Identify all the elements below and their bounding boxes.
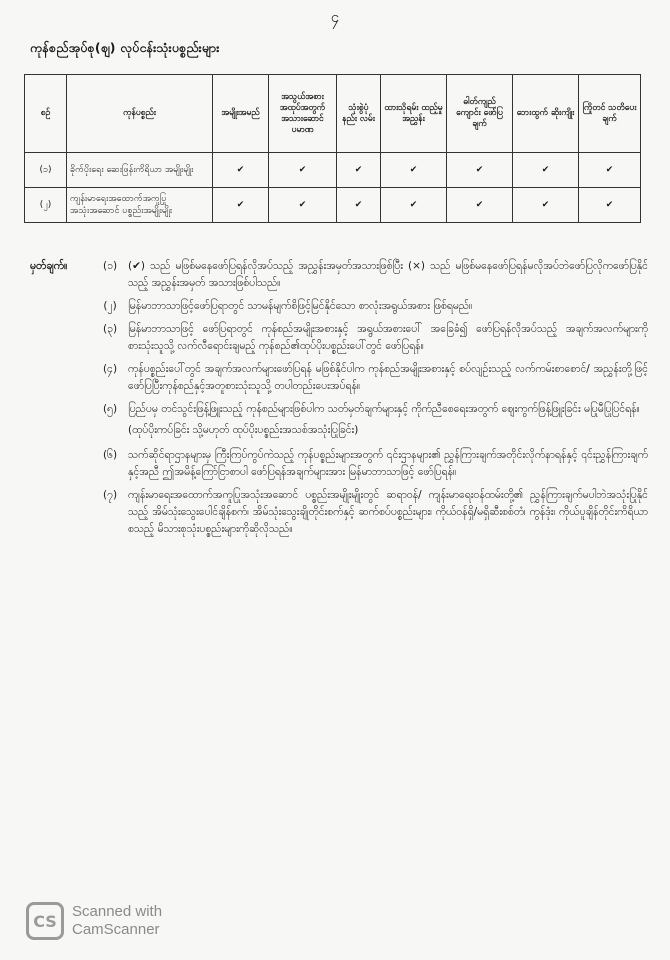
check-mark: ✔ — [269, 153, 337, 188]
table-row — [25, 188, 641, 223]
col-header-ingredients: ဓါတ်ကျည် ကျောင်း ဖော်ပြချက် — [447, 75, 513, 153]
check-mark: ✔ — [579, 188, 641, 223]
check-mark: ✔ — [337, 188, 381, 223]
col-header-storage: ထားသိုရမ်း ထည့်မှု အညွှန်း — [381, 75, 447, 153]
section-title: ကုန်စည်အုပ်စု(ဈ) လုပ်ငန်းသုံးပစ္စည်းများ — [30, 40, 220, 55]
note-subtext: (ထုပ်ပိုးကပ်ခြင်း သို့မဟုတ် ထုပ်ပိုးပစ္စည်းအသစ်အသုံးပြုခြင်း) — [128, 424, 359, 436]
check-mark: ✔ — [213, 188, 269, 223]
note-number: (၄) — [102, 363, 118, 375]
note-number: (၁) — [102, 260, 118, 272]
check-mark: ✔ — [381, 153, 447, 188]
col-header-side-effects: ဘေးထွက် ဆိုးကျိုး — [513, 75, 579, 153]
notes-section — [30, 258, 648, 544]
notes-label: မှတ်ချက်။ — [30, 260, 68, 272]
page-number: ၄ — [330, 8, 340, 26]
list-item — [30, 298, 648, 315]
list-item — [30, 361, 648, 395]
check-mark: ✔ — [213, 153, 269, 188]
check-mark: ✔ — [381, 188, 447, 223]
check-mark: ✔ — [513, 188, 579, 223]
note-text: ကုန်ပစ္စည်းပေါ်တွင် အချက်အလက်များဖော်ပြရန် မဖြစ်နိုင်ပါက ကုန်စည်အမျိုးအစားနှင့် စပ်လျဉ်းသည့် လက်ကမ်းစာစောင်/ အညွှန်းတို့ဖြင့် ဖော်ပြပြီးကုန်စည်နှင့်အတူစားသုံးသူသို့ တပါတည်းပေးအပ်ရန်။ — [128, 363, 648, 392]
note-text: မြန်မာဘာသာဖြင့်ဖော်ပြရာတွင် သာမန်မျက်စိဖြင့်မြင်နိုင်သော စာလုံးအရွယ်အစား ဖြစ်ရမည်။ — [128, 300, 473, 312]
col-header-type: အမျိုးအမည် — [213, 75, 269, 153]
list-item — [30, 447, 648, 481]
col-header-product: ကုန်ပစ္စည်း — [67, 75, 213, 153]
note-number: (၇) — [102, 489, 118, 501]
col-header-usage: သုံးစွဲပုံ နည်း လမ်း — [337, 75, 381, 153]
list-item — [30, 487, 648, 538]
note-number: (၂) — [103, 300, 117, 312]
col-header-warnings: ကြိုတင် သတိပေး ချက် — [579, 75, 641, 153]
requirements-table — [24, 74, 641, 223]
check-mark: ✔ — [337, 153, 381, 188]
check-mark: ✔ — [447, 153, 513, 188]
product-name: ကျန်းမာရေးအထောက်အကူပြု အသုံးအဆောင် ပစ္စည်းအမျိုးမျိုး — [67, 188, 213, 223]
note-number: (၅) — [102, 403, 118, 415]
note-text: ကျန်းမာရေးအထောက်အကူပြုအသုံးအဆောင် ပစ္စည်းအမျိုးမျိုးတွင် ဆရာဝန်/ ကျန်းမာရေးဝန်ထမ်းတို့၏ ညွှန်ကြားချက်မပါဘဲအသုံးပြုနိုင်သည့် အိမ်သုံးသွေးပေါင်ချိန်စက်၊ အိမ်သုံးသွေးချိုတိုင်းစက်နှင့် ဆက်စပ်ပစ္စည်းများ၊ ကိုယ်ဝန်ရှိ/မရှိဆီးစစ်တံ၊ ကွန်ဒုံး၊ ကိုယ်ပူချိန်တိုင်းကိရိယာစသည့် မိသားစုသုံးပစ္စည်းများကိုဆိုလိုသည်။ — [128, 489, 648, 535]
note-text: သက်ဆိုင်ရာဌာနများမှ ကြီးကြပ်ကွပ်ကဲသည့် ကုန်ပစ္စည်းများအတွက် ၎င်းဌာနများ၏ ညွှန်ကြားချက်အတိုင်းလိုက်နာရန်နှင့် ၎င်းညွှန်ကြားချက်နှင့်အညီ ဤအမိန့်ကြော်ငြာစာပါ ဖော်ပြရန်အချက်များအား မြန်မာဘာသာဖြင့် ဖော်ပြရန်။ — [128, 449, 648, 478]
note-number: (၆) — [102, 449, 118, 461]
camscanner-watermark — [26, 902, 162, 940]
table-header-row — [25, 75, 641, 153]
list-item — [30, 258, 648, 292]
row-number: (၂) — [25, 188, 67, 223]
check-mark: ✔ — [269, 188, 337, 223]
list-item — [30, 401, 648, 418]
product-name: ခိုက်ပိုးရေး ဆေးဖြန်းကိရိယာ အမျိုးမျိုး — [67, 153, 213, 188]
row-number: (၁) — [25, 153, 67, 188]
check-mark: ✔ — [513, 153, 579, 188]
note-number: (၃) — [102, 323, 118, 335]
note-text: (✔) သည် မဖြစ်မနေဖော်ပြရန်လိုအပ်သည့် အညွှန်းအမှတ်အသားဖြစ်ပြီး (×) သည် မဖြစ်မနေဖော်ပြရန်မလိုအပ်ဘဲဖော်ပြလိုကဖော်ပြနိုင်သည့် အညွှန်းအမှတ် အသားဖြစ်ပါသည်။ — [128, 260, 648, 289]
list-item — [30, 321, 648, 355]
col-header-quantity: အသွယ်အစား အထုပ်အတွက် အသားဆောင် ပမာဏ — [269, 75, 337, 153]
check-mark: ✔ — [579, 153, 641, 188]
watermark-line-1: Scanned with — [72, 903, 163, 920]
note-text: မြန်မာဘာသာဖြင့် ဖော်ပြရာတွင် ကုန်စည်အမျိုးအစားနှင့် အရွယ်အစားပေါ် အခြေခံ၍ ဖော်ပြရန်လိုအပ်သည့် အချက်အလက်များကိုစားသုံးသူသို့ လက်လီရောင်းချမည့် ကုန်စည်၏ထုပ်ပိုးပစ္စည်းပေါ်တွင် ဖော်ပြရန်။ — [128, 323, 648, 352]
check-mark: ✔ — [447, 188, 513, 223]
table-row — [25, 153, 641, 188]
col-header-no: စဉ် — [25, 75, 67, 153]
note-text: ပြည်ပမှ တင်သွင်းဖြန့်ဖြူးသည့် ကုန်စည်များဖြစ်ပါက သတ်မှတ်ချက်များနှင့် ကိုက်ညီစေရေးအတွက် ဈေးကွက်ဖြန့်ဖြူးခြင်း မပြုမီပြုပြင်ရန်။ — [128, 403, 640, 415]
camscanner-logo-icon: CS — [26, 902, 64, 940]
watermark-line-2: CamScanner — [72, 921, 160, 938]
